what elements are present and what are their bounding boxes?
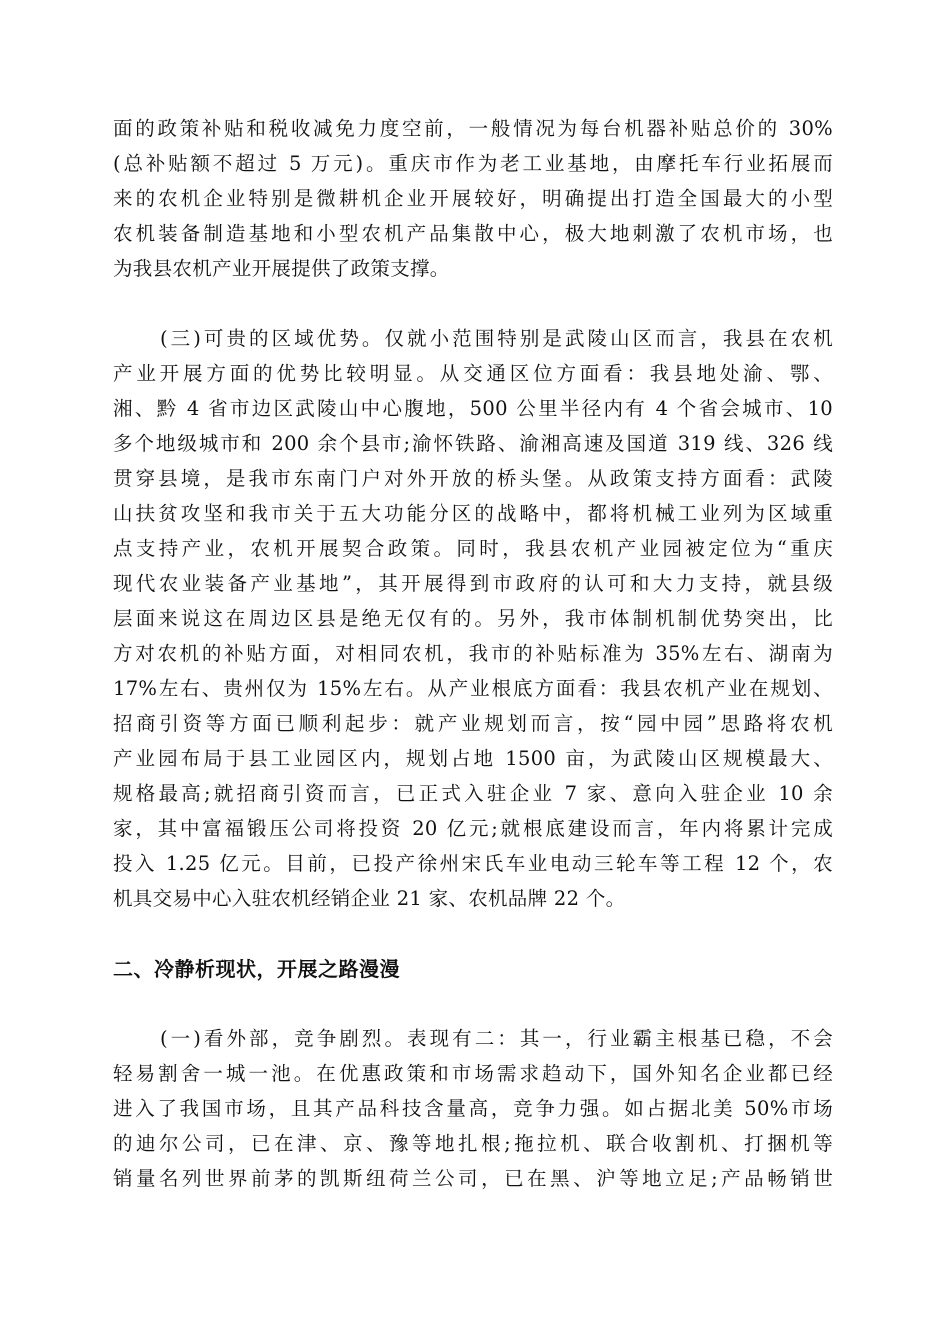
paragraph-line: 农机装备制造基地和小型农机产品集散中心，极大地刺激了农机市场，也 xyxy=(113,222,833,245)
paragraph-line: 产业园布局于县工业园区内，规划占地 1500 亩，为武陵山区规模最大、 xyxy=(113,747,833,770)
paragraph-line: 方对农机的补贴方面，对相同农机，我市的补贴标准为 35%左右、湖南为 xyxy=(113,642,833,665)
paragraph-line: 山扶贫攻坚和我市关于五大功能分区的战略中，都将机械工业列为区域重 xyxy=(113,502,833,525)
paragraph-line: 湘、黔 4 省市边区武陵山中心腹地，500 公里半径内有 4 个省会城市、10 xyxy=(113,397,833,420)
section-heading: 二、冷静析现状，开展之路漫漫 xyxy=(113,957,400,981)
paragraph-line: 为我县农机产业开展提供了政策支撑。 xyxy=(113,257,450,280)
paragraph-line: 层面来说这在周边区县是绝无仅有的。另外，我市体制机制优势突出，比 xyxy=(113,607,833,630)
paragraph-line: 产业开展方面的优势比较明显。从交通区位方面看：我县地处渝、鄂、 xyxy=(113,362,833,385)
paragraph-line: 17%左右、贵州仅为 15%左右。从产业根底方面看：我县农机产业在规划、 xyxy=(113,677,833,700)
paragraph-line: 来的农机企业特别是微耕机企业开展较好，明确提出打造全国最大的小型 xyxy=(113,187,833,210)
paragraph-line: 现代农业装备产业基地”，其开展得到市政府的认可和大力支持，就县级 xyxy=(113,572,833,595)
paragraph-line: 贯穿县境，是我市东南门户对外开放的桥头堡。从政策支持方面看：武陵 xyxy=(113,467,833,490)
paragraph-line: 进入了我国市场，且其产品科技含量高，竞争力强。如占据北美 50%市场 xyxy=(113,1097,833,1120)
paragraph-line: 规格最高;就招商引资而言，已正式入驻企业 7 家、意向入驻企业 10 余 xyxy=(113,782,833,805)
paragraph-line: 多个地级城市和 200 余个县市;渝怀铁路、渝湘高速及国道 319 线、326 线 xyxy=(113,432,833,455)
paragraph-line: (一)看外部，竞争剧烈。表现有二：其一，行业霸主根基已稳，不会 xyxy=(160,1027,833,1050)
paragraph-line: 销量名列世界前茅的凯斯纽荷兰公司，已在黑、沪等地立足;产品畅销世 xyxy=(113,1167,833,1190)
paragraph-line: (总补贴额不超过 5 万元)。重庆市作为老工业基地，由摩托车行业拓展而 xyxy=(113,152,833,175)
paragraph-line: 投入 1.25 亿元。目前，已投产徐州宋氏车业电动三轮车等工程 12 个，农 xyxy=(113,852,833,875)
paragraph-line: (三)可贵的区域优势。仅就小范围特别是武陵山区而言，我县在农机 xyxy=(160,327,833,350)
paragraph-line: 面的政策补贴和税收减免力度空前，一般情况为每台机器补贴总价的 30% xyxy=(113,117,833,140)
paragraph-line: 的迪尔公司，已在津、京、豫等地扎根;拖拉机、联合收割机、打捆机等 xyxy=(113,1132,833,1155)
paragraph-line: 点支持产业，农机开展契合政策。同时，我县农机产业园被定位为“重庆 xyxy=(113,537,833,560)
paragraph-line: 机具交易中心入驻农机经销企业 21 家、农机品牌 22 个。 xyxy=(113,887,626,910)
paragraph-line: 招商引资等方面已顺利起步：就产业规划而言，按“园中园”思路将农机 xyxy=(113,712,833,735)
paragraph-line: 轻易割舍一城一池。在优惠政策和市场需求趋动下，国外知名企业都已经 xyxy=(113,1062,833,1085)
paragraph-line: 家，其中富福锻压公司将投资 20 亿元;就根底建设而言，年内将累计完成 xyxy=(113,817,833,840)
